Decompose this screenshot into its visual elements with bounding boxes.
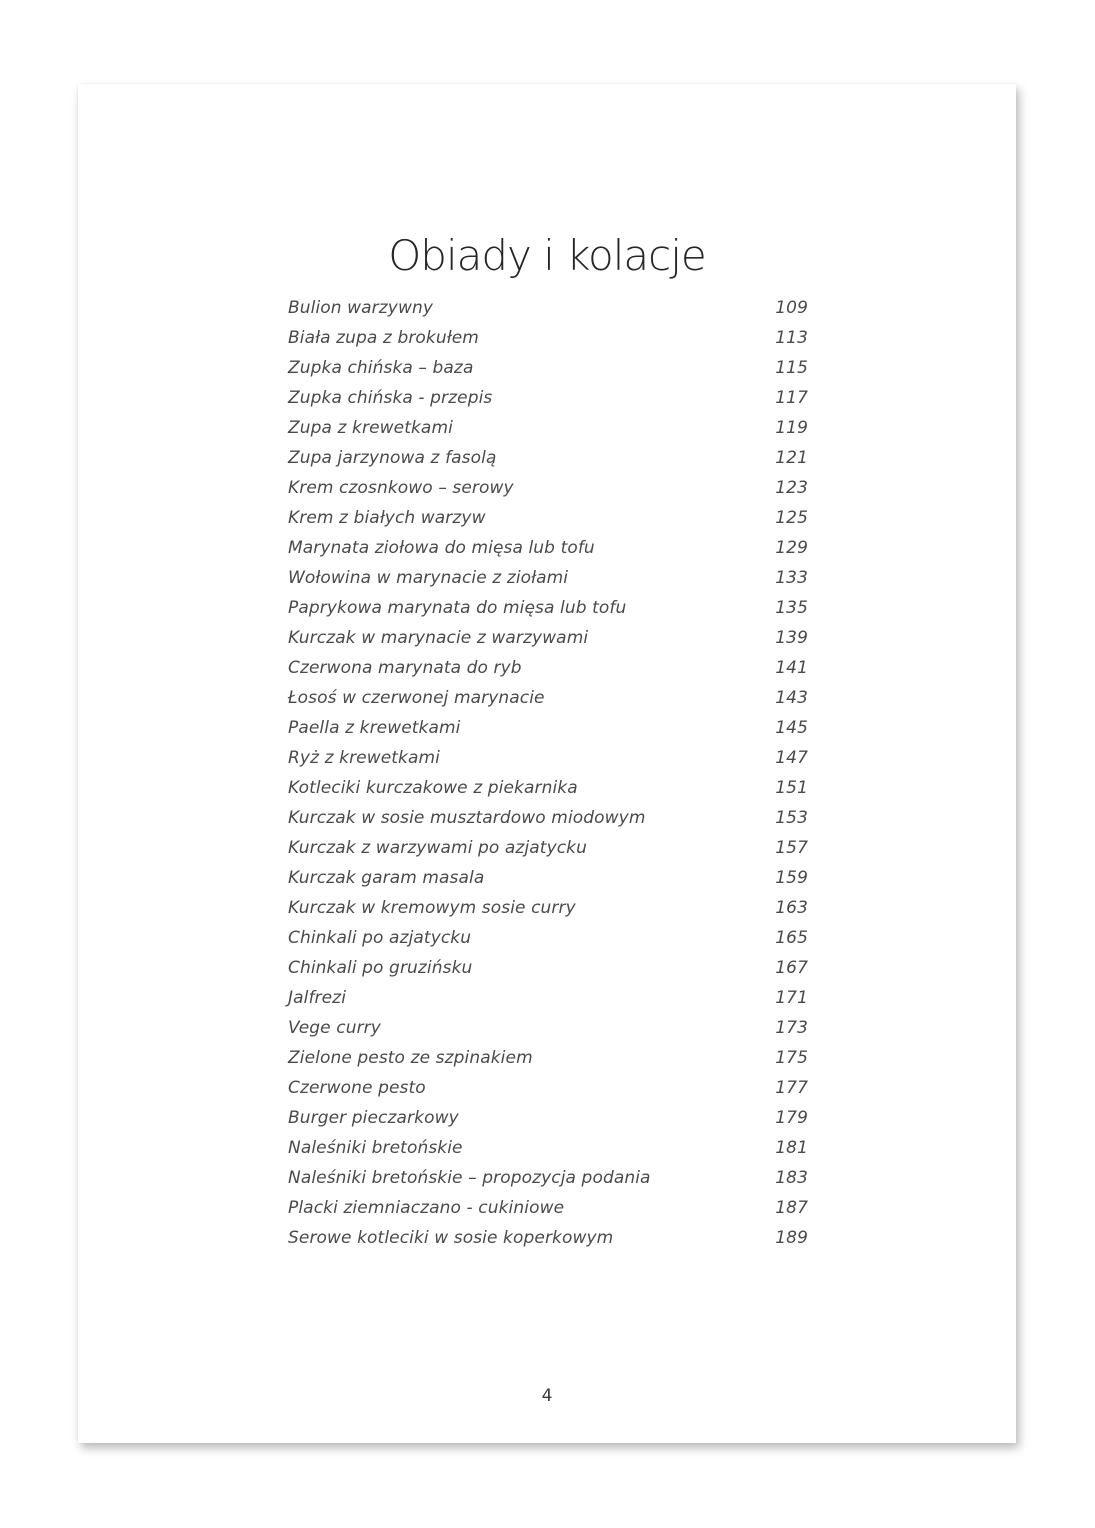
toc-entry-title: Czerwona marynata do ryb (288, 658, 522, 678)
toc-entry-page: 113 (775, 328, 808, 348)
toc-entry-page: 171 (775, 988, 808, 1008)
toc-entry-page: 187 (775, 1198, 808, 1218)
toc-entry (288, 893, 808, 923)
toc-entry-page: 145 (775, 718, 808, 738)
table-of-contents (288, 293, 808, 1253)
toc-entry-page: 181 (775, 1138, 808, 1158)
toc-entry-title: Bulion warzywny (288, 298, 433, 318)
toc-entry (288, 593, 808, 623)
toc-entry-page: 123 (775, 478, 808, 498)
toc-entry-title: Serowe kotleciki w sosie koperkowym (288, 1228, 614, 1248)
toc-entry-title: Krem z białych warzyw (288, 508, 486, 528)
toc-entry (288, 953, 808, 983)
toc-entry-page: 125 (775, 508, 808, 528)
toc-entry-page: 135 (775, 598, 808, 618)
toc-entry (288, 773, 808, 803)
toc-entry-page: 165 (775, 928, 808, 948)
toc-entry (288, 473, 808, 503)
toc-entry (288, 1133, 808, 1163)
toc-entry (288, 623, 808, 653)
toc-entry (288, 563, 808, 593)
toc-entry-page: 177 (775, 1078, 808, 1098)
toc-entry-page: 133 (775, 568, 808, 588)
toc-entry-title: Kotleciki kurczakowe z piekarnika (288, 778, 578, 798)
toc-entry-page: 139 (775, 628, 808, 648)
toc-entry (288, 443, 808, 473)
toc-entry-page: 147 (775, 748, 808, 768)
toc-entry-title: Paella z krewetkami (288, 718, 461, 738)
toc-entry-page: 119 (775, 418, 808, 438)
toc-entry-title: Jalfrezi (288, 988, 347, 1008)
toc-entry-title: Zupa jarzynowa z fasolą (288, 448, 497, 468)
page-number: 4 (541, 1386, 553, 1406)
toc-entry-title: Burger pieczarkowy (288, 1108, 459, 1128)
toc-entry (288, 1223, 808, 1253)
toc-entry-title: Kurczak w sosie musztardowo miodowym (288, 808, 646, 828)
toc-entry-page: 175 (775, 1048, 808, 1068)
toc-entry (288, 653, 808, 683)
toc-entry-title: Zupka chińska - przepis (288, 388, 493, 408)
toc-entry-page: 189 (775, 1228, 808, 1248)
toc-entry (288, 1013, 808, 1043)
toc-entry (288, 923, 808, 953)
toc-entry-title: Krem czosnkowo – serowy (288, 478, 514, 498)
toc-entry (288, 683, 808, 713)
toc-entry (288, 1073, 808, 1103)
toc-entry-title: Zupka chińska – baza (288, 358, 474, 378)
toc-entry-title: Vege curry (288, 1018, 381, 1038)
toc-entry-title: Placki ziemniaczano - cukiniowe (288, 1198, 565, 1218)
toc-entry-page: 141 (775, 658, 808, 678)
toc-entry-title: Chinkali po gruzińsku (288, 958, 473, 978)
toc-entry-title: Naleśniki bretońskie – propozycja podania (288, 1168, 651, 1188)
section-title: Obiady i kolacje (388, 231, 706, 280)
toc-entry-title: Naleśniki bretońskie (288, 1138, 463, 1158)
toc-entry (288, 833, 808, 863)
toc-entry (288, 713, 808, 743)
toc-entry-page: 129 (775, 538, 808, 558)
toc-entry-page: 159 (775, 868, 808, 888)
toc-entry (288, 1163, 808, 1193)
toc-entry-page: 179 (775, 1108, 808, 1128)
toc-entry-page: 143 (775, 688, 808, 708)
toc-entry-title: Zupa z krewetkami (288, 418, 453, 438)
toc-entry-title: Chinkali po azjatycku (288, 928, 472, 948)
toc-entry-title: Wołowina w marynacie z ziołami (288, 568, 569, 588)
toc-entry-title: Ryż z krewetkami (288, 748, 440, 768)
toc-entry-title: Zielone pesto ze szpinakiem (288, 1048, 533, 1068)
toc-entry (288, 983, 808, 1013)
toc-entry (288, 503, 808, 533)
toc-entry-page: 153 (775, 808, 808, 828)
toc-entry-title: Kurczak w kremowym sosie curry (288, 898, 576, 918)
toc-entry (288, 743, 808, 773)
toc-entry-page: 183 (775, 1168, 808, 1188)
toc-entry (288, 803, 808, 833)
toc-entry (288, 323, 808, 353)
toc-entry (288, 353, 808, 383)
toc-entry-page: 157 (775, 838, 808, 858)
toc-entry (288, 1043, 808, 1073)
toc-entry-title: Łosoś w czerwonej marynacie (288, 688, 545, 708)
toc-entry-title: Czerwone pesto (288, 1078, 426, 1098)
toc-entry-page: 115 (775, 358, 808, 378)
toc-entry-page: 121 (775, 448, 808, 468)
toc-entry-page: 173 (775, 1018, 808, 1038)
toc-entry (288, 413, 808, 443)
toc-entry-title: Biała zupa z brokułem (288, 328, 479, 348)
toc-entry-title: Kurczak z warzywami po azjatycku (288, 838, 587, 858)
toc-entry (288, 1193, 808, 1223)
toc-entry-page: 109 (775, 298, 808, 318)
toc-entry-page: 117 (775, 388, 808, 408)
toc-entry (288, 863, 808, 893)
toc-entry-page: 163 (775, 898, 808, 918)
toc-entry-title: Kurczak garam masala (288, 868, 485, 888)
toc-entry (288, 383, 808, 413)
book-page (78, 84, 1016, 1443)
toc-entry-page: 151 (775, 778, 808, 798)
toc-entry-title: Kurczak w marynacie z warzywami (288, 628, 589, 648)
toc-entry-page: 167 (775, 958, 808, 978)
toc-entry (288, 293, 808, 323)
toc-entry-title: Marynata ziołowa do mięsa lub tofu (288, 538, 595, 558)
toc-entry (288, 1103, 808, 1133)
toc-entry (288, 533, 808, 563)
toc-entry-title: Paprykowa marynata do mięsa lub tofu (288, 598, 627, 618)
